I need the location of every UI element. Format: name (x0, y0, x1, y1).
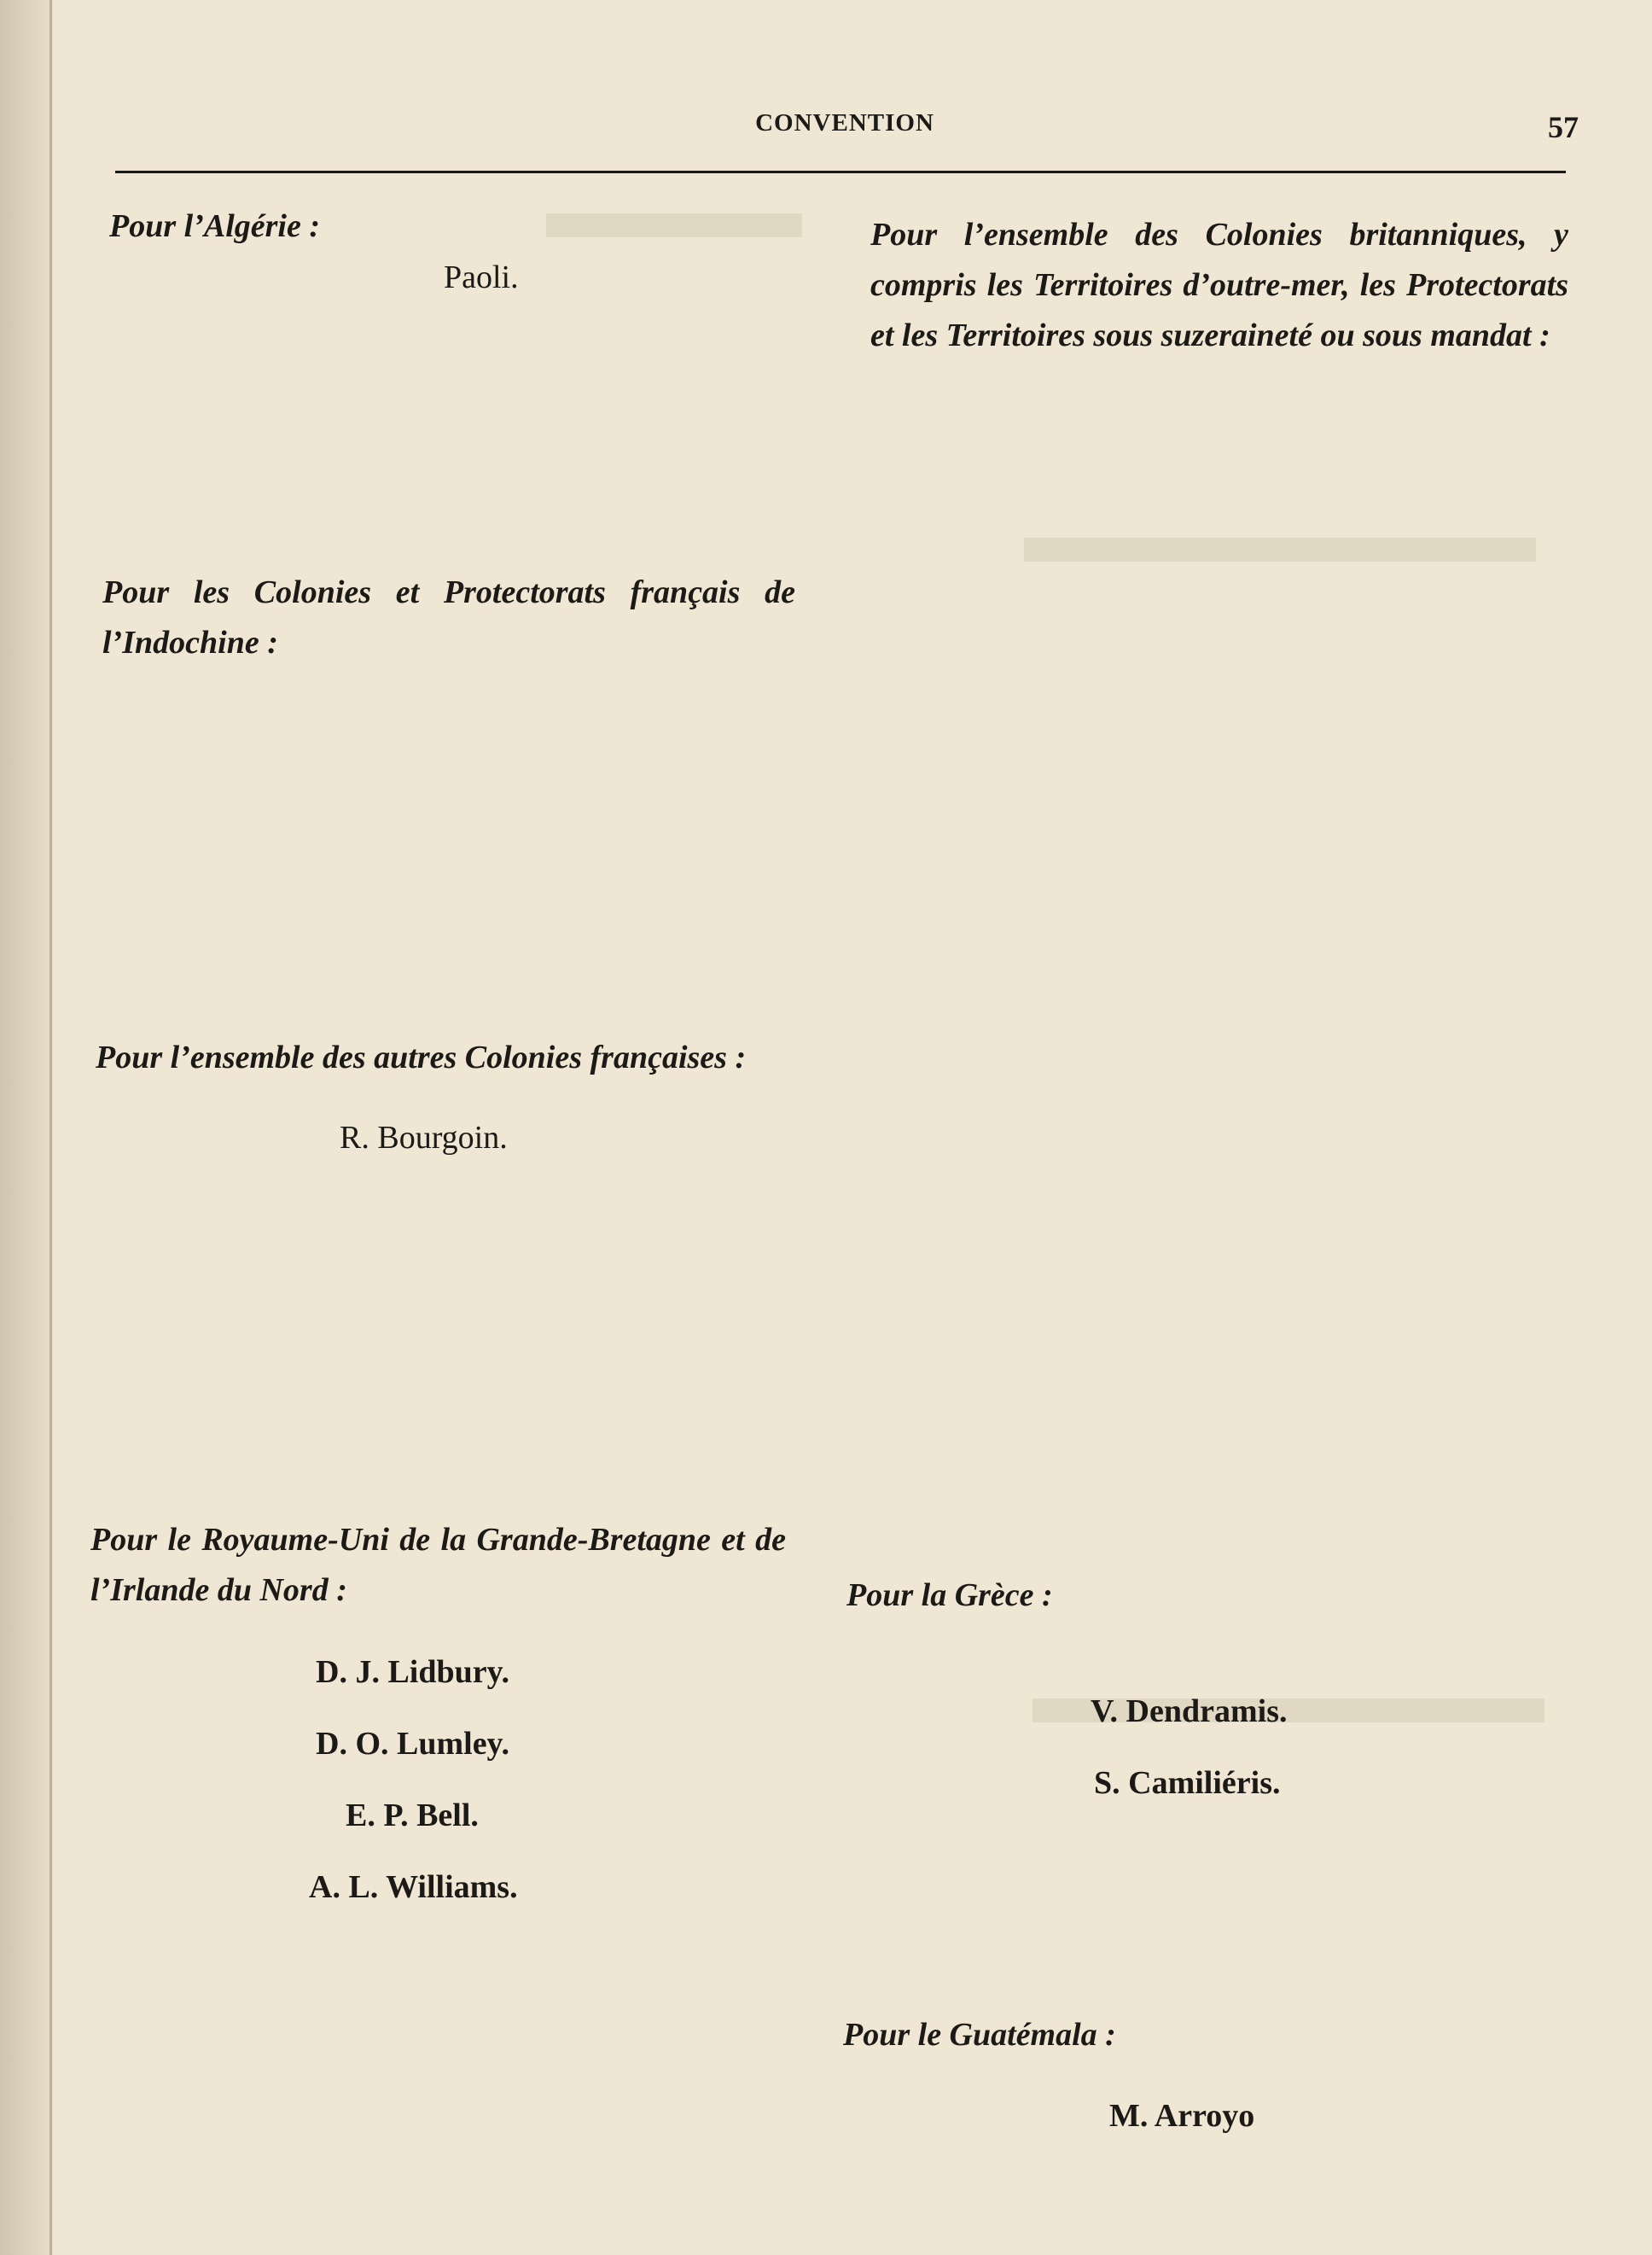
heading-indochine: Pour les Colonies et Protectorats français de l’Indochine : (102, 574, 795, 661)
signature-arroyo: M. Arroyo (1109, 2098, 1255, 2134)
signature-lidbury: D. J. Lidbury. (316, 1654, 510, 1690)
page-title: CONVENTION (755, 109, 934, 137)
heading-algerie: Pour l’Algérie : (109, 208, 320, 244)
heading-colonies-britanniques: Pour l’ensemble des Colonies britanniques, y compris les Territoires d’outre-mer, les Protectorats et les Territoires sous suzeraineté ou sous mandat : (870, 217, 1568, 353)
header-rule (115, 171, 1566, 173)
signature-lumley: D. O. Lumley. (316, 1726, 509, 1762)
heading-guatemala: Pour le Guatémala : (843, 2017, 1116, 2053)
signature-bell: E. P. Bell. (346, 1798, 479, 1833)
signature-bourgoin: R. Bourgoin. (340, 1120, 508, 1156)
page-number: 57 (1548, 110, 1579, 144)
heading-autres-colonies: Pour l’ensemble des autres Colonies françaises : (96, 1040, 747, 1075)
heading-royaume-uni: Pour le Royaume-Uni de la Grande-Bretagne et de l’Irlande du Nord : (90, 1522, 786, 1608)
binding-gutter (0, 0, 53, 2255)
signature-paoli: Paoli. (444, 259, 519, 295)
signature-dendramis: V. Dendramis. (1091, 1693, 1288, 1729)
signature-camilieris: S. Camiliéris. (1094, 1765, 1281, 1801)
heading-grece: Pour la Grèce : (846, 1577, 1053, 1613)
signature-williams: A. L. Williams. (309, 1869, 518, 1905)
binding-edge (49, 0, 52, 2255)
bleed-through (1024, 538, 1536, 562)
